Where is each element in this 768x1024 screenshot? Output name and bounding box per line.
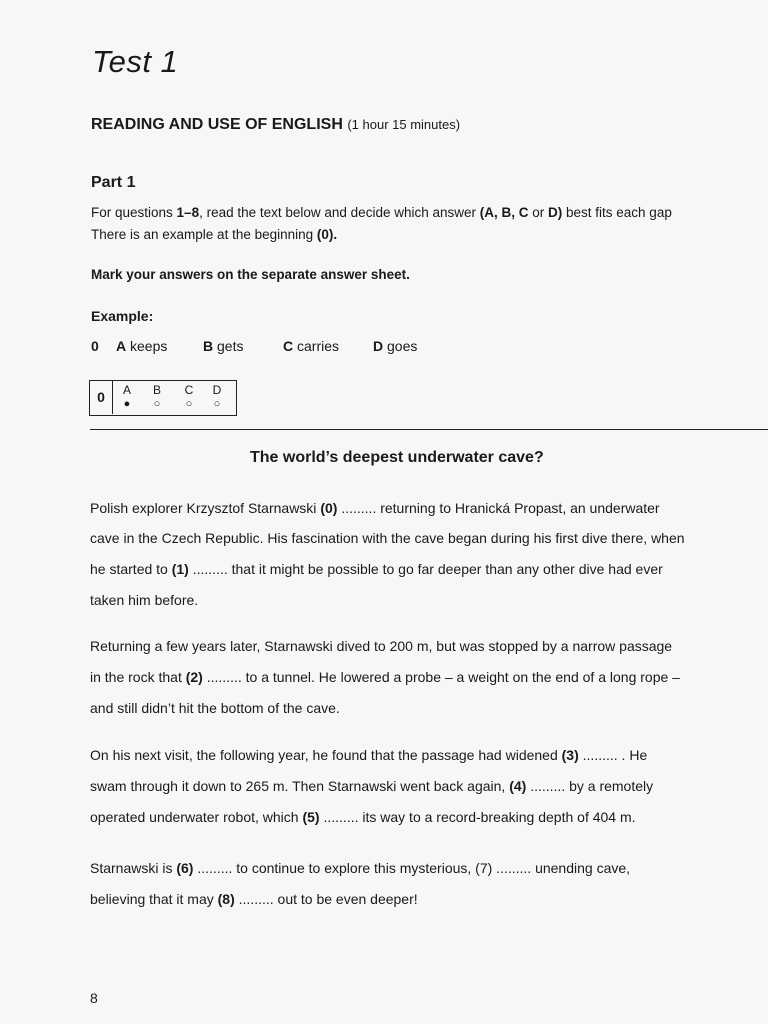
example-option-c: C carries — [283, 338, 340, 354]
text-title: The world’s deepest underwater cave? — [250, 449, 544, 466]
instruction-line-1: For questions 1–8, read the text below and decide which answer (A, B, C or D) best fits each gap — [91, 205, 672, 220]
example-answer-grid — [89, 380, 237, 416]
section-name: READING AND USE OF ENGLISH — [91, 116, 343, 133]
answer-grid-col-a: A ● — [117, 383, 137, 411]
answer-bubble-c: ○ — [185, 398, 193, 410]
text-line: he started to (1) ......... that it might be possible to go far deeper than any other dive had ever — [90, 561, 663, 577]
page-number: 8 — [90, 990, 98, 1006]
text-line: believing that it may (8) ......... out to be even deeper! — [90, 891, 418, 907]
example-options — [0, 338, 768, 358]
section-duration: (1 hour 15 minutes) — [347, 117, 461, 132]
text-line: Starnawski is (6) ......... to continue to explore this mysterious, (7) ......... unending cave, — [90, 860, 631, 876]
instruction-line-2: There is an example at the beginning (0). — [91, 227, 338, 242]
answer-grid-col-c: C ○ — [179, 383, 199, 411]
example-label: Example: — [91, 308, 154, 324]
text-line: in the rock that (2) ......... to a tunnel. He lowered a probe – a weight on the end of a long rope – — [90, 669, 680, 685]
answer-bubble-a: ● — [123, 398, 131, 410]
text-line: taken him before. — [90, 592, 199, 608]
text-line: cave in the Czech Republic. His fascination with the cave began during his first dive there, when — [90, 530, 685, 546]
text-line: Returning a few years later, Starnawski dived to 200 m, but was stopped by a narrow passage — [90, 638, 673, 654]
example-number: 0 — [91, 338, 99, 354]
section-title — [91, 116, 460, 134]
answer-grid-col-d: D ○ — [207, 383, 227, 411]
answer-bubble-b: ○ — [153, 398, 161, 410]
test-title: Test 1 — [92, 44, 179, 79]
answer-grid-number: 0 — [90, 381, 113, 414]
example-option-b: B gets — [203, 338, 244, 354]
mark-answers-instruction: Mark your answers on the separate answer sheet. — [91, 267, 410, 282]
example-option-d: D goes — [373, 338, 418, 354]
text-line: operated underwater robot, which (5) ......... its way to a record-breaking depth of 404 m. — [90, 809, 636, 825]
text-line: and still didn’t hit the bottom of the cave. — [90, 700, 340, 716]
example-option-a: A keeps — [116, 338, 168, 354]
text-line: Polish explorer Krzysztof Starnawski (0) ......... returning to Hranická Propast, an underwater — [90, 500, 660, 516]
text-line: On his next visit, the following year, he found that the passage had widened (3) ......... . He — [90, 747, 648, 763]
answer-grid-col-b: B ○ — [147, 383, 167, 411]
answer-bubble-d: ○ — [213, 398, 221, 410]
part-title: Part 1 — [91, 174, 136, 191]
section-divider — [90, 429, 768, 430]
text-line: swam through it down to 265 m. Then Starnawski went back again, (4) ......... by a remotely — [90, 778, 654, 794]
